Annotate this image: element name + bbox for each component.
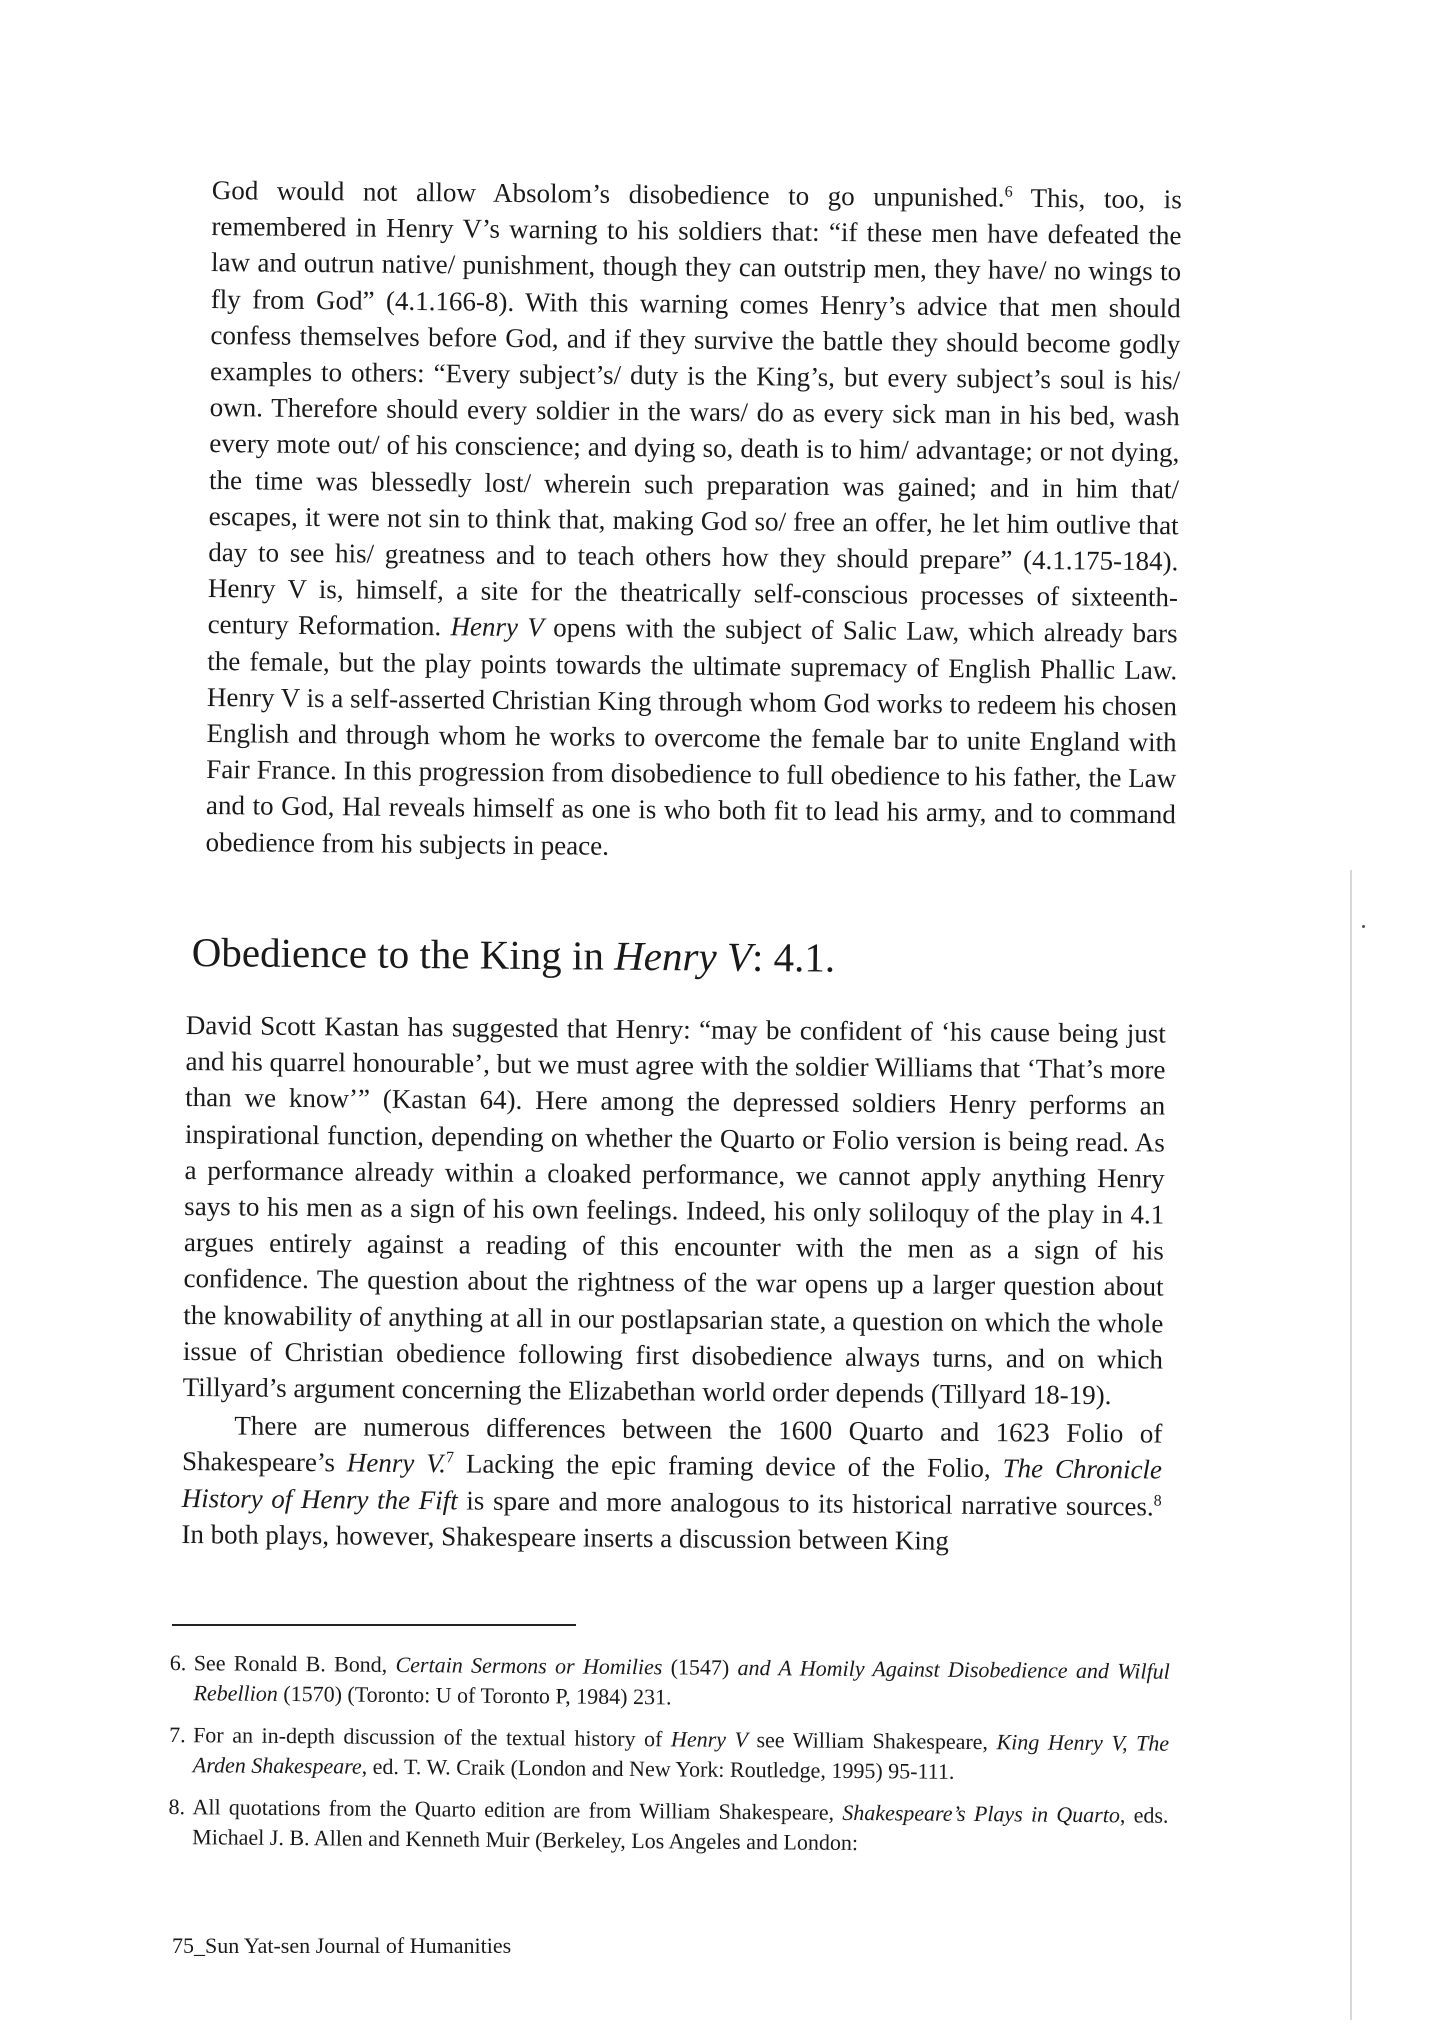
italic-title: King Henry V, The Arden Shakespeare — [192, 1729, 1170, 1779]
italic-title: Shakespeare’s Plays in Quarto — [842, 1799, 1121, 1828]
footnote-ref-7[interactable]: 7 — [445, 1449, 455, 1467]
paragraph: David Scott Kastan has suggested that Henry: “may be confident of ‘his cause being just and his quarrel honourable’, but we must agree with the soldier Williams that ‘That’s more than we know’” (Kastan 64). Here among the depressed soldiers Henry performs an inspirational function, depending on whether the Quarto or Folio version is being read. As a performance already within a cloaked performance, we cannot apply anything Henry says to his men as a sign of his own feelings. Indeed, his only soliloquy of the play in 4.1 argues entirely against a reading of this encounter with the men as a sign of his confidence. The question about the rightness of the war opens up a larger question about the knowability of anything at all in our postlapsarian state, a question on which the whole issue of Christian obedience following first disobedience always turns, and on which Tillyard’s argument concerning the Elizabethan world order depends (Tillyard 18-19). — [182, 1009, 1166, 1411]
heading-text: : 4.1. — [751, 933, 836, 981]
text-run: This, too, is remembered in Henry V’s warning to his soldiers that: “if these men have defeated the law and outrun native/ punishment, though they can outstrip men, they have/ no wings to fly from God” (4.1.166-8). With this warning comes Henry’s advice that men should confess themselves before God, and if they survive the battle they should become godly examples to others: “Every subject’s/ duty is the King’s, but every subject’s soul is his/ own. Therefore should every soldier in the wars/ do as every sick man in his bed, wash every mote out/ of his conscience; and dying so, death is to him/ advantage; or not dying, the time was blessedly lost/ wherein such preparation was gained; and in him that/ escapes, it were not sin to think that, making God so/ free an offer, he let him outlive that day to see his/ greatness and to teach others how they should prepare” (4.1.175-184). Henry V is, himself, a site for the theatrically self-conscious processes of sixteenth-century Reformation. — [207, 182, 1182, 642]
text-run: See Ronald B. Bond, — [193, 1650, 396, 1677]
italic-title: Henry V — [450, 611, 544, 643]
footnote-ref-8[interactable]: 8 — [1153, 1492, 1162, 1510]
paragraph — [205, 172, 1182, 869]
footnote-text — [193, 1648, 1169, 1717]
text-run: All quotations from the Quarto edition are from William Shakespeare, — [192, 1794, 843, 1825]
footnote — [169, 1648, 1169, 1717]
text-run: opens with the subject of Salic Law, which already bars the female, but the play points towards the ultimate supremacy of English Phallic Law. Henry V is a self-asserted Christian King through whom God works to redeem his chosen English and through whom he works to overcome the female bar to unite England with Fair France. In this progression from disobedience to full obedience to his father, the Law and to God, Hal reveals himself as one is who both fit to lead his army, and to command obedience from his subjects in peace. — [205, 612, 1178, 861]
heading-italic-title: Henry V — [613, 932, 753, 980]
footnote-ref-6[interactable]: 6 — [1004, 183, 1013, 201]
footnote-number: 7. — [169, 1721, 186, 1748]
italic-title: The Chronicle History of Henry the Fift — [181, 1453, 1163, 1516]
italic-title: Henry V — [670, 1726, 749, 1753]
scan-edge-line — [1350, 870, 1352, 2020]
footnote-text — [193, 1720, 1169, 1789]
text-run: (1570) (Toronto: U of Toronto P, 1984) 231. — [277, 1680, 672, 1710]
text-run: , eds. Michael J. B. Allen and Kenneth Muir (Berkeley, Los Angeles and London: — [192, 1802, 1169, 1856]
footnote — [168, 1792, 1168, 1861]
text-run: , ed. T. W. Craik (London and New York: Routledge, 1995) 95-111. — [361, 1753, 955, 1784]
heading-text: Obedience to the King in — [191, 928, 615, 979]
body-text-block-2 — [181, 1007, 1166, 1561]
page-footer: 75_Sun Yat-sen Journal of Humanities — [172, 1933, 512, 1958]
text-run: Lacking the epic framing device of the Folio, — [453, 1448, 1003, 1484]
italic-title: and A Homily Against Disobedience and Wilful Rebellion — [193, 1654, 1170, 1706]
text-run: (1547) — [662, 1654, 738, 1680]
paragraph — [181, 1407, 1162, 1560]
italic-title: Henry V. — [346, 1447, 447, 1479]
italic-title: Certain Sermons or Homilies — [395, 1651, 663, 1680]
text-run: God would not allow Absolom’s disobedience to go unpunished. — [211, 174, 1005, 213]
text-run: is spare and more analogous to its historical narrative sources. — [457, 1485, 1154, 1522]
footnote-number: 6. — [169, 1649, 187, 1676]
text-run: For an in-depth discussion of the textual history of — [193, 1722, 672, 1752]
footnote-divider — [172, 1624, 576, 1626]
text-run: see William Shakespeare, — [747, 1727, 997, 1755]
footnote-number: 8. — [168, 1793, 186, 1820]
text-run: In both plays, however, Shakespeare inserts a discussion between King — [181, 1518, 949, 1556]
text-run: There are numerous differences between the 1600 Quarto and 1623 Folio of Shakespeare’s — [181, 1410, 1163, 1478]
section-heading — [192, 928, 836, 982]
footnote — [169, 1720, 1169, 1789]
scan-speck — [1362, 925, 1365, 928]
footnotes — [168, 1636, 1170, 1861]
body-text-block-1 — [205, 172, 1182, 869]
footnote-text — [192, 1792, 1168, 1861]
